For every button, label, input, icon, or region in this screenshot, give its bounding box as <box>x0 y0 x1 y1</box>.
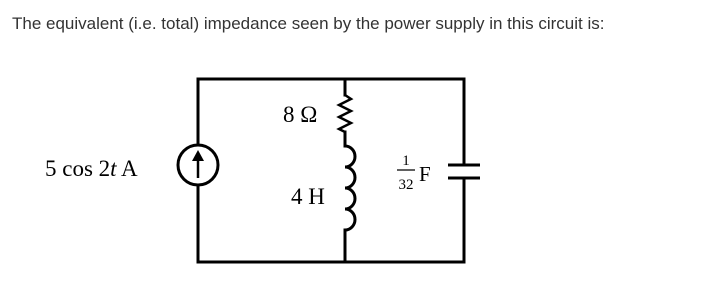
capacitor-denominator: 32 <box>398 177 414 193</box>
capacitor-numerator: 1 <box>402 153 410 169</box>
capacitor-label <box>397 153 431 193</box>
resistor-label: 8 Ω <box>283 102 318 127</box>
inductor <box>345 146 355 230</box>
source-label: 5 cos 2t A <box>45 156 138 181</box>
current-source <box>178 145 218 185</box>
question-text: The equivalent (i.e. total) impedance seen by the power supply in this circuit is: <box>12 14 605 33</box>
resistor <box>339 95 351 132</box>
capacitor-unit: F <box>419 162 431 186</box>
inductor-label: 4 H <box>291 184 325 209</box>
capacitor <box>448 165 480 178</box>
